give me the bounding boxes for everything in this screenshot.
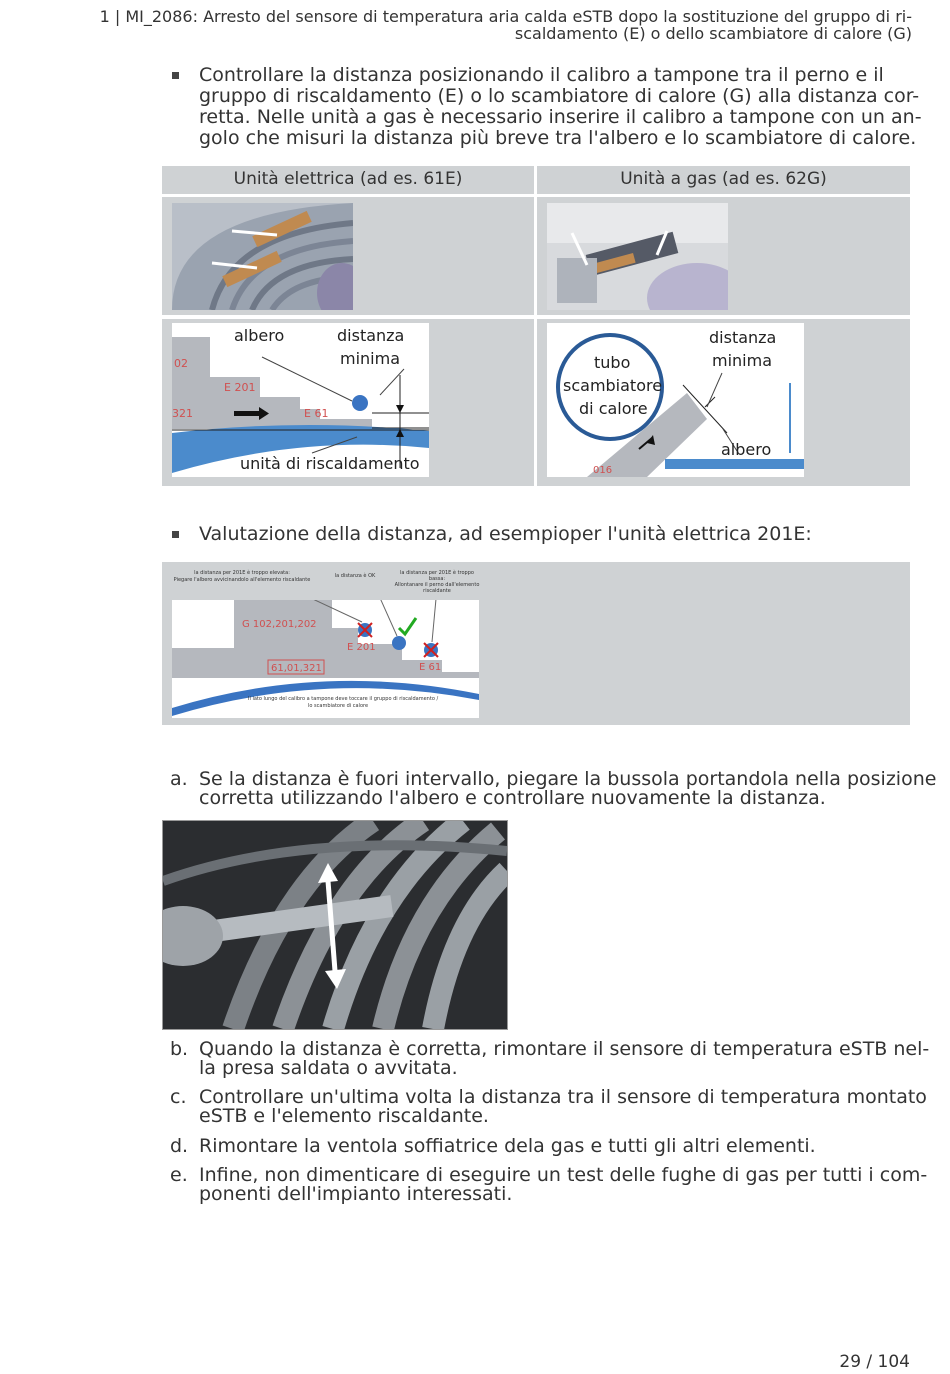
eval-bottom-2: lo scambiatore di calore [308,703,369,709]
gas-code-16: 016 [593,465,613,476]
step-label: c. [170,1086,187,1108]
electric-code-e61: E 61 [304,407,329,420]
electric-unit-photo [172,203,353,310]
eval-note-mid: la distanza è OK [334,573,376,579]
step-line: ponenti dell'impianto interessati. [199,1183,513,1205]
eval-code-g: G 102,201,202 [242,619,317,630]
evaluation-diagram [172,600,479,718]
page-number: 29 / 104 [839,1352,910,1372]
bullet-marker [172,72,179,79]
header-line-2: scaldamento (E) o dello scambiatore di calore (G) [514,24,912,43]
step-line: Rimontare la ventola soffiatrice dela gas e tutti gli altri elementi. [199,1135,816,1157]
electric-code-321: 321 [172,407,193,420]
eval-code-e201: E 201 [347,642,376,653]
bullet1-line: golo che misuri la distanza più breve tra l'albero e lo scambiatore di calore. [199,127,917,149]
step-label: e. [170,1164,188,1186]
step-line: eSTB e l'elemento riscaldante. [199,1105,489,1127]
gas-diagram [547,323,804,477]
step-line: Quando la distanza è corretta, rimontare il sensore di temperatura eSTB nel- [199,1038,930,1060]
table-cell-gas-diagram [537,319,910,486]
electric-label-minima: minima [340,349,401,368]
step-label: a. [170,768,188,790]
header-line-1: 1 | MI_2086: Arresto del sensore di temperatura aria calda eSTB dopo la sostituzione del gruppo di ri- [99,7,912,26]
comparison-table [162,166,910,486]
electric-code-02: 02 [174,357,188,370]
evaluation-notes [172,566,492,602]
table-header-electric: Unità elettrica (ad es. 61E) [162,166,534,194]
bullet1-line: gruppo di riscaldamento (E) o lo scambiatore di calore (G) alla distanza cor- [199,85,920,107]
gas-label-di-calore: di calore [579,399,648,418]
gas-label-albero: albero [721,440,772,459]
table-header-gas: Unità a gas (ad es. 62G) [537,166,910,194]
eval-note-left-2: Piegare l'albero avvicinandolo all'elemento riscaldante [173,577,311,583]
electric-label-distanza: distanza [337,326,405,345]
bullet2-text: Valutazione della distanza, ad esempioper l'unità elettrica 201E: [199,523,812,545]
electric-diagram [172,323,429,477]
bullet1-line: retta. Nelle unità a gas è necessario inserire il calibro a tampone con un an- [199,106,922,128]
bullet-marker [172,531,179,538]
table-cell-gas-photo [537,197,910,315]
step-line: Controllare un'ultima volta la distanza tra il sensore di temperatura montato [199,1086,927,1108]
electric-label-albero: albero [234,326,285,345]
step-line: Se la distanza è fuori intervallo, piegare la bussola portandola nella posizione [199,768,937,790]
step-line: Infine, non dimenticare di eseguire un test delle fughe di gas per tutti i com- [199,1164,928,1186]
shaft-bending-photo [162,820,508,1030]
electric-code-e201: E 201 [224,381,256,394]
eval-note-left-1: la distanza per 201E è troppo elevata: [194,570,290,576]
gas-label-tubo: tubo [594,353,631,372]
step-label: d. [170,1135,189,1157]
evaluation-figure-panel [162,562,910,725]
step-line: corretta utilizzando l'albero e controllare nuovamente la distanza. [199,787,826,809]
gas-label-distanza: distanza [709,328,777,347]
step-line: la presa saldata o avvitata. [199,1057,458,1079]
table-cell-electric-diagram [162,319,534,486]
gas-label-scambiatore: scambiatore [563,376,663,395]
eval-code-bottom: 61,01,321 [271,663,322,674]
eval-note-right-4: riscaldante [423,588,451,594]
eval-note-right-2: bassa: [428,576,446,582]
gas-unit-photo [547,203,728,310]
gas-label-minima: minima [712,351,773,370]
eval-code-e61: E 61 [419,662,442,673]
eval-note-right-3: Allontanare il perno dall'elemento [394,582,480,588]
electric-label-unit: unità di riscaldamento [240,454,420,473]
step-label: b. [170,1038,189,1060]
bullet1-line: Controllare la distanza posizionando il calibro a tampone tra il perno e il [199,64,884,86]
table-cell-electric-photo [162,197,534,315]
eval-note-right-1: la distanza per 201E è troppo [400,570,474,576]
page-header [40,8,912,42]
eval-bottom-1: Il lato lungo del calibro a tampone deve toccare il gruppo di riscaldamento / [248,696,439,702]
